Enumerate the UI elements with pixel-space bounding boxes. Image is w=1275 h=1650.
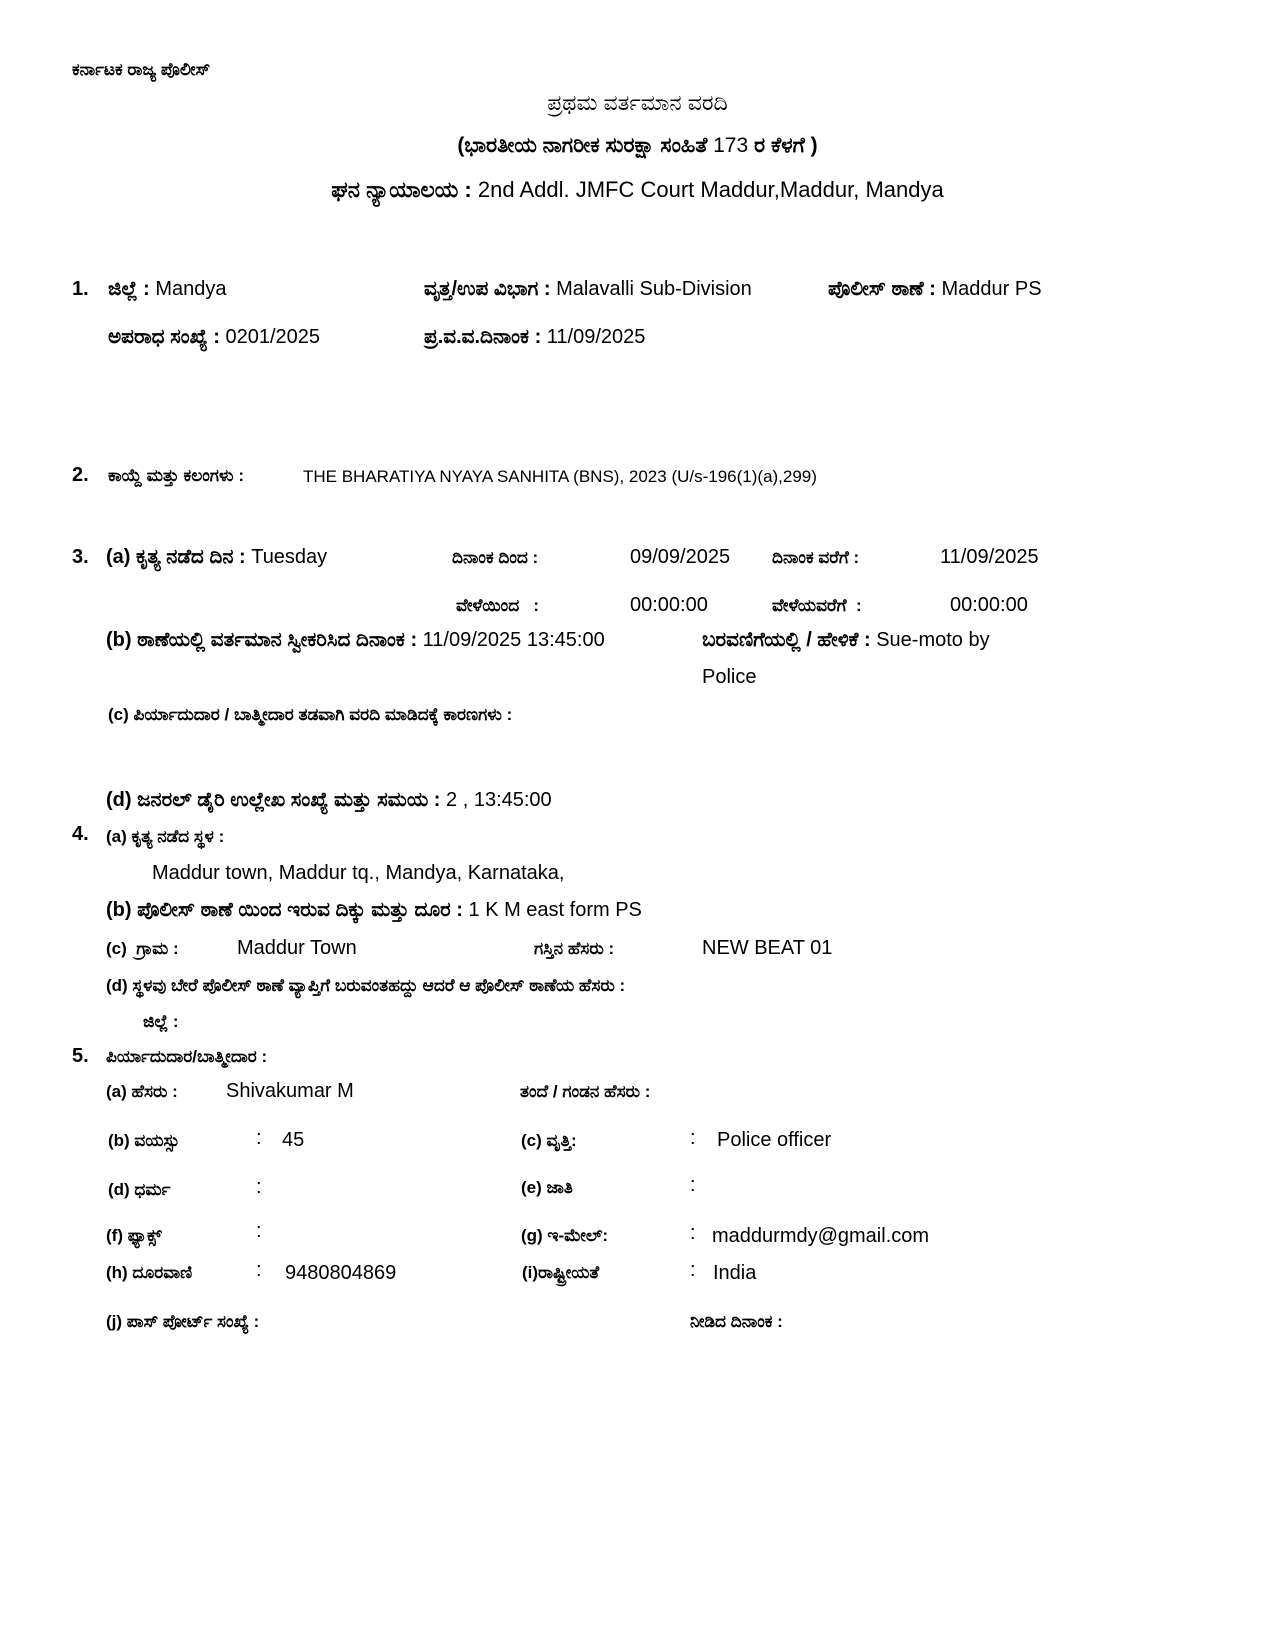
general-diary-value: 2 , 13:45:00 <box>440 789 552 811</box>
division-value: Malavalli Sub-Division <box>550 278 752 300</box>
direction-distance-label: (b) ಪೊಲೀಸ್ ಠಾಣೆ ಯಿಂದ ಇರುವ ದಿಕ್ಕು ಮತ್ತು ದೂರ : <box>106 899 463 921</box>
section-5-number: 5. <box>72 1045 89 1067</box>
to-date-value: 11/09/2025 <box>940 546 1039 568</box>
section-1-number: 1. <box>72 278 89 300</box>
document-subtitle <box>0 134 1275 158</box>
beat-label: ಗಸ್ತಿನ ಹೆಸರು : <box>534 939 615 958</box>
general-diary-label: (d) ಜನರಲ್ ಡೈರಿ ಉಲ್ಲೇಖ ಸಂಖ್ಯೆ ಮತ್ತು ಸಮಯ : <box>106 789 441 811</box>
station-label: ಪೊಲೀಸ್ ಠಾಣೆ : <box>828 278 936 300</box>
from-time-value: 00:00:00 <box>630 594 708 616</box>
crime-number-value: 0201/2025 <box>219 326 321 348</box>
from-date-value: 09/09/2025 <box>630 546 731 568</box>
occurrence-day-field <box>106 546 327 569</box>
district-field <box>108 278 227 301</box>
village-label: (c) ಗ್ರಾಮ : <box>106 939 179 958</box>
occurrence-day-label: (a) ಕೃತ್ಯ ನಡೆದ ದಿನ : <box>106 546 246 568</box>
to-time-value: 00:00:00 <box>950 594 1028 616</box>
subtitle-section: 173 <box>713 134 749 157</box>
occupation-label: (c) ವೃತ್ತಿ: <box>521 1131 577 1150</box>
crime-number-label: ಅಪರಾಧ ಸಂಖ್ಯೆ : <box>108 326 220 348</box>
phone-label: (h) ದೂರವಾಣಿ <box>106 1263 193 1282</box>
name-value: Shivakumar M <box>226 1080 354 1102</box>
phone-colon: : <box>256 1259 262 1281</box>
from-time-label: ವೇಳೆಯಿಂದ : <box>456 596 540 615</box>
delay-reason-label: (c) ಪಿರ್ಯಾದುದಾರ / ಬಾತ್ಮೀದಾರ ತಡವಾಗಿ ವರದಿ ಮಾಡಿದಕ್ಕೆ ಕಾರಣಗಳು : <box>108 705 513 724</box>
complainant-label: ಪಿರ್ಯಾದುದಾರ/ಬಾತ್ಮೀದಾರ : <box>106 1047 268 1066</box>
fir-date-field <box>424 326 645 349</box>
occupation-colon: : <box>690 1127 696 1149</box>
age-label: (b) ವಯಸ್ಸು <box>108 1131 180 1150</box>
passport-label: (j) ಪಾಸ್ ಪೋರ್ಟ್ ಸಂಖ್ಯೆ : <box>106 1312 260 1331</box>
other-station-label: (d) ಸ್ಥಳವು ಬೇರೆ ಪೊಲೀಸ್ ಠಾಣೆ ವ್ಯಾಪ್ತಿಗೆ ಬರುವಂತಹದ್ದು ಆದರೆ ಆ ಪೊಲೀಸ್ ಠಾಣೆಯ ಹೆಸರು : <box>106 976 626 995</box>
name-label: (a) ಹೆಸರು : <box>106 1082 178 1101</box>
beat-value: NEW BEAT 01 <box>702 937 833 959</box>
village-value: Maddur Town <box>237 937 357 959</box>
info-received-label: (b) ಠಾಣೆಯಲ್ಲಿ ವರ್ತಮಾನ ಸ್ವೀಕರಿಸಿದ ದಿನಾಂಕ : <box>106 629 418 651</box>
district-label: ಜಿಲ್ಲೆ : <box>108 278 150 300</box>
caste-label: (e) ಜಾತಿ <box>521 1178 573 1197</box>
nationality-colon: : <box>690 1259 696 1281</box>
org-name: ಕರ್ನಾಟಕ ರಾಜ್ಯ ಪೊಲೀಸ್ <box>72 60 211 79</box>
to-date-label: ದಿನಾಂಕ ವರೆಗೆ : <box>772 548 860 567</box>
caste-colon: : <box>690 1174 696 1196</box>
from-date-label: ದಿನಾಂಕ ದಿಂದ : <box>452 548 539 567</box>
court-label: ಘನ ನ್ಯಾಯಾಲಯ : <box>331 177 472 202</box>
fir-date-value: 11/09/2025 <box>541 326 646 348</box>
act-value: THE BHARATIYA NYAYA SANHITA (BNS), 2023 (U/s-196(1)(a),299) <box>303 467 817 486</box>
info-received-field <box>106 629 605 652</box>
info-mode-field <box>702 629 990 652</box>
section-3-number: 3. <box>72 546 89 568</box>
court-value: 2nd Addl. JMFC Court Maddur,Maddur, Mandya <box>471 177 944 202</box>
section-4-number: 4. <box>72 823 89 845</box>
fax-colon: : <box>256 1220 262 1242</box>
court-line <box>0 177 1275 203</box>
document-title: ಪ್ರಥಮ ವರ್ತಮಾನ ವರದಿ <box>547 90 728 115</box>
direction-distance-value: 1 K M east form PS <box>462 899 642 921</box>
general-diary-field <box>106 789 552 812</box>
subtitle-suffix: ರ ಕೆಳಗೆ ) <box>748 134 818 157</box>
passport-issue-date-label: ನೀಡಿದ ದಿನಾಂಕ : <box>690 1312 783 1331</box>
subtitle-prefix: (ಭಾರತೀಯ ನಾಗರೀಕ ಸುರಕ್ಷಾ ಸಂಹಿತೆ <box>457 134 714 157</box>
father-name-label: ತಂದೆ / ಗಂಡನ ಹೆಸರು : <box>520 1082 651 1101</box>
phone-value: 9480804869 <box>285 1262 397 1284</box>
other-district-label: ಜಿಲ್ಲೆ : <box>143 1012 179 1031</box>
info-mode-label: ಬರವಣಿಗೆಯಲ್ಲಿ / ಹೇಳಿಕೆ : <box>702 629 871 651</box>
age-colon: : <box>256 1127 262 1149</box>
email-value: maddurmdy@gmail.com <box>712 1225 930 1247</box>
place-value: Maddur town, Maddur tq., Mandya, Karnataka, <box>152 862 565 884</box>
station-value: Maddur PS <box>935 278 1042 300</box>
occurrence-day-value: Tuesday <box>245 546 328 568</box>
nationality-value: India <box>713 1262 757 1284</box>
direction-distance-field <box>106 899 642 922</box>
crime-number-field <box>108 326 320 349</box>
to-time-label: ವೇಳೆಯವರೆಗೆ : <box>772 596 862 615</box>
religion-label: (d) ಧರ್ಮ <box>108 1180 171 1199</box>
info-mode-value: Sue-moto by <box>870 629 990 651</box>
district-value: Mandya <box>149 278 227 300</box>
station-field <box>828 278 1042 301</box>
nationality-label: (i)ರಾಷ್ಟ್ರೀಯತೆ <box>522 1263 600 1282</box>
occupation-value: Police officer <box>717 1129 832 1151</box>
division-field <box>424 278 752 301</box>
religion-colon: : <box>256 1176 262 1198</box>
fir-date-label: ಪ್ರ.ವ.ವ.ದಿನಾಂಕ : <box>424 326 542 348</box>
age-value: 45 <box>282 1129 305 1151</box>
place-label: (a) ಕೃತ್ಯ ನಡೆದ ಸ್ಥಳ : <box>106 827 225 846</box>
division-label: ವೃತ್ತ/ಉಪ ವಿಭಾಗ : <box>424 278 551 300</box>
act-label: ಕಾಯ್ದೆ ಮತ್ತು ಕಲಂಗಳು : <box>108 466 244 485</box>
info-mode-value-cont: Police <box>702 666 757 688</box>
email-label: (g) ಇ-ಮೇಲ್: <box>521 1226 609 1245</box>
section-2-number: 2. <box>72 464 89 486</box>
fax-label: (f) ಫ್ಯಾಕ್ಸ್ <box>106 1226 162 1245</box>
email-colon: : <box>690 1222 696 1244</box>
info-received-value: 11/09/2025 13:45:00 <box>417 629 605 651</box>
